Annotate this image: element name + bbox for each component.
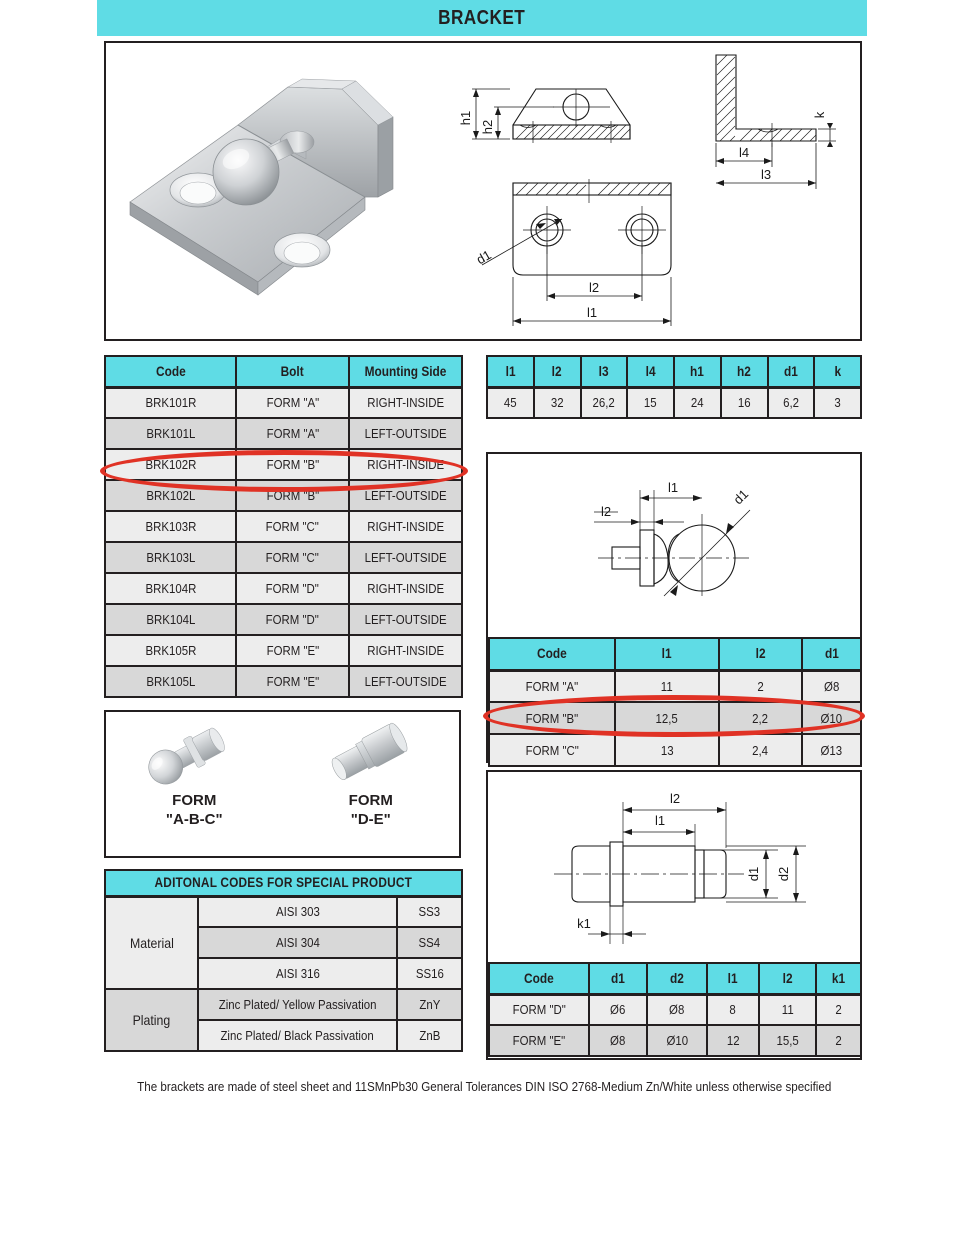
table-header-row xyxy=(489,963,861,994)
page-title-bar xyxy=(97,0,867,36)
col-header-l4: l4 xyxy=(627,356,674,387)
table-row[interactable]: FORM "C" 13 2,4 Ø13 xyxy=(489,734,861,766)
ball-stud-photo xyxy=(134,718,254,786)
table-row[interactable]: BRK104R FORM "D" RIGHT-INSIDE xyxy=(105,573,462,604)
bracket-technical-drawing xyxy=(458,43,858,339)
table-header-row xyxy=(105,356,462,387)
table-row[interactable]: BRK101R FORM "A" RIGHT-INSIDE xyxy=(105,387,462,418)
form-de-table-wrap xyxy=(488,962,860,1057)
table-row-highlighted[interactable]: BRK102R FORM "B" RIGHT-INSIDE xyxy=(105,449,462,480)
table-row[interactable]: BRK105L FORM "E" LEFT-OUTSIDE xyxy=(105,666,462,697)
table-row: 45 32 26,2 15 24 16 6,2 3 xyxy=(487,387,861,418)
col-header-h1: h1 xyxy=(674,356,721,387)
col-header-bolt: Bolt xyxy=(236,356,349,387)
table-row[interactable]: FORM "D" Ø6 Ø8 8 11 2 xyxy=(489,994,861,1025)
col-header-code: Code xyxy=(105,356,236,387)
dim-label-l3: l3 xyxy=(760,167,772,182)
dim-label-pin-d2: d2 xyxy=(776,866,791,882)
dim-label-pin-l2: l2 xyxy=(669,791,681,806)
table-row[interactable]: Zinc Plated/ Black Passivation ZnB xyxy=(105,1020,462,1051)
dim-label-ball-l1: l1 xyxy=(667,480,679,495)
col-header-l2: l2 xyxy=(534,356,581,387)
dim-label-ball-d1: d1 xyxy=(730,486,752,508)
dim-label-pin-d1: d1 xyxy=(746,866,761,882)
bracket-code-table-wrap xyxy=(104,355,461,698)
col-header-code: Code xyxy=(489,963,589,994)
table-row[interactable]: AISI 316 SS16 xyxy=(105,958,462,989)
col-header-d1: d1 xyxy=(768,356,815,387)
form-photos-panel xyxy=(104,710,461,858)
bracket-3d-render xyxy=(110,47,460,337)
ball-stud-panel xyxy=(486,452,862,763)
bracket-code-table xyxy=(104,355,463,698)
ball-stud-drawing xyxy=(488,454,860,639)
col-header-h2: h2 xyxy=(721,356,768,387)
form-abc-table xyxy=(488,637,862,767)
table-header-row xyxy=(489,638,861,670)
col-header-l3: l3 xyxy=(581,356,628,387)
dim-label-h2: h2 xyxy=(480,119,495,135)
page-title: BRACKET xyxy=(438,6,526,29)
table-row[interactable]: BRK105R FORM "E" RIGHT-INSIDE xyxy=(105,635,462,666)
additional-codes-header: ADITONAL CODES FOR SPECIAL PRODUCT xyxy=(105,870,462,896)
form-de-photo-cell xyxy=(283,712,460,856)
table-row[interactable]: BRK102L FORM "B" LEFT-OUTSIDE xyxy=(105,480,462,511)
col-header-mounting-side: Mounting Side xyxy=(349,356,462,387)
col-header-k: k xyxy=(814,356,861,387)
table-row[interactable]: BRK104L FORM "D" LEFT-OUTSIDE xyxy=(105,604,462,635)
main-dimensions-table xyxy=(486,355,862,419)
side-view xyxy=(716,55,836,189)
table-row[interactable]: AISI 304 SS4 xyxy=(105,927,462,958)
form-de-label: FORM "D-E" xyxy=(348,792,393,828)
table-row[interactable]: BRK103R FORM "C" RIGHT-INSIDE xyxy=(105,511,462,542)
pin-stud-panel xyxy=(486,770,862,1060)
dim-label-l2-top: l2 xyxy=(588,280,600,295)
dim-label-d1-top: d1 xyxy=(473,246,494,268)
category-material: Material xyxy=(105,896,198,989)
table-row[interactable]: FORM "E" Ø8 Ø10 12 15,5 2 xyxy=(489,1025,861,1056)
col-header-code: Code xyxy=(489,638,615,670)
pin-stud-drawing xyxy=(488,772,860,964)
table-row[interactable]: Material AISI 303 SS3 xyxy=(105,896,462,927)
pin-stud-photo xyxy=(311,718,431,786)
dim-label-k: k xyxy=(812,111,827,119)
table-row[interactable]: Plating Zinc Plated/ Yellow Passivation ZnY xyxy=(105,989,462,1020)
col-header-d1: d1 xyxy=(589,963,647,994)
form-de-table xyxy=(488,962,862,1057)
col-header-l1: l1 xyxy=(487,356,534,387)
category-plating: Plating xyxy=(105,989,198,1051)
col-header-k1: k1 xyxy=(816,963,861,994)
table-row[interactable]: FORM "A" 11 2 Ø8 xyxy=(489,670,861,702)
col-header-l1: l1 xyxy=(707,963,759,994)
form-abc-label: FORM "A-B-C" xyxy=(165,792,223,828)
form-abc-table-wrap xyxy=(488,637,860,767)
form-abc-photo-cell xyxy=(106,712,283,856)
additional-codes-table xyxy=(104,869,463,1052)
dim-label-pin-k1: k1 xyxy=(577,916,591,931)
dim-label-ball-l2: l2 xyxy=(600,504,612,519)
table-row[interactable]: BRK103L FORM "C" LEFT-OUTSIDE xyxy=(105,542,462,573)
table-header-row xyxy=(487,356,861,387)
main-drawing-panel xyxy=(104,41,862,341)
top-view xyxy=(474,179,671,326)
table-row[interactable]: BRK101L FORM "A" LEFT-OUTSIDE xyxy=(105,418,462,449)
dim-label-l1-top: l1 xyxy=(586,305,598,320)
dim-label-l4: l4 xyxy=(738,145,750,160)
front-view xyxy=(458,89,630,143)
dim-label-pin-l1: l1 xyxy=(654,813,666,828)
table-row-highlighted[interactable]: FORM "B" 12,5 2,2 Ø10 xyxy=(489,702,861,734)
col-header-d2: d2 xyxy=(647,963,707,994)
additional-codes-table-wrap xyxy=(104,869,461,1052)
footer-note: The brackets are made of steel sheet and 11SMnPb30 General Tolerances DIN ISO 2768-Medium Zn/White unless otherwise specified xyxy=(136,1080,832,1094)
col-header-l2: l2 xyxy=(759,963,816,994)
col-header-l2: l2 xyxy=(719,638,802,670)
main-dimensions-table-wrap xyxy=(486,355,862,419)
col-header-l1: l1 xyxy=(615,638,719,670)
table-header-row xyxy=(105,870,462,896)
col-header-d1: d1 xyxy=(802,638,861,670)
dim-label-h1: h1 xyxy=(458,110,473,126)
